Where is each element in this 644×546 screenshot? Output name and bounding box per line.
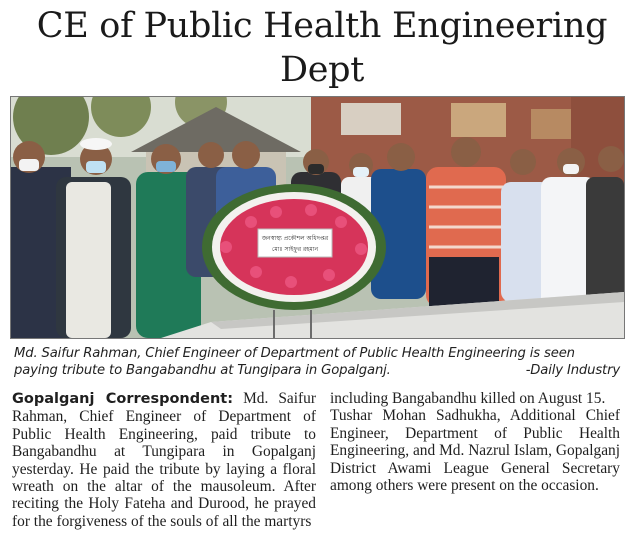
wreath-label-line-1: জনস্বাস্থ্য প্রকৌশল অধিদপ্তর [261, 235, 329, 242]
headline-line-1: CE of Public Health Engineering Dept [36, 6, 608, 90]
news-photo [10, 96, 625, 339]
article-paragraph-1-continued: including Bangabandhu killed on August 15. [330, 390, 606, 407]
caption-text: Md. Saifur Rahman, Chief Engineer of Department of Public Health Engineering is seen paying tribute to Bangabandhu at Tungipara in Gopalganj. [14, 346, 575, 378]
photo-caption [14, 345, 620, 379]
photo-illustration [11, 97, 624, 338]
article-column-left [12, 390, 316, 530]
caption-credit: -Daily Industry [525, 363, 620, 378]
article-paragraph-1: Md. Saifur Rahman, Chief Engineer of Department of Public Health Engineering, paid tribute to Bangabandhu at Tungipara in Gopalganj yesterday. He paid the tribute by laying a floral wreath on the altar of the mausoleum. After reciting the Holy Fateha and Durood, he prayed for the forgiveness of the souls of all the martyrs [12, 390, 316, 530]
wreath-label-line-2: মোঃ সাইফুর রহমান [271, 246, 319, 253]
dateline: Gopalganj Correspondent: [12, 391, 234, 407]
article-column-right [330, 390, 620, 494]
article-paragraph-2: Tushar Mohan Sadhukha, Additional Chief Engineer, Department of Public Health Engineering, and Md. Nazrul Islam, Gopalganj District Awami League General Secretary among others were present on the occasion. [330, 407, 620, 495]
